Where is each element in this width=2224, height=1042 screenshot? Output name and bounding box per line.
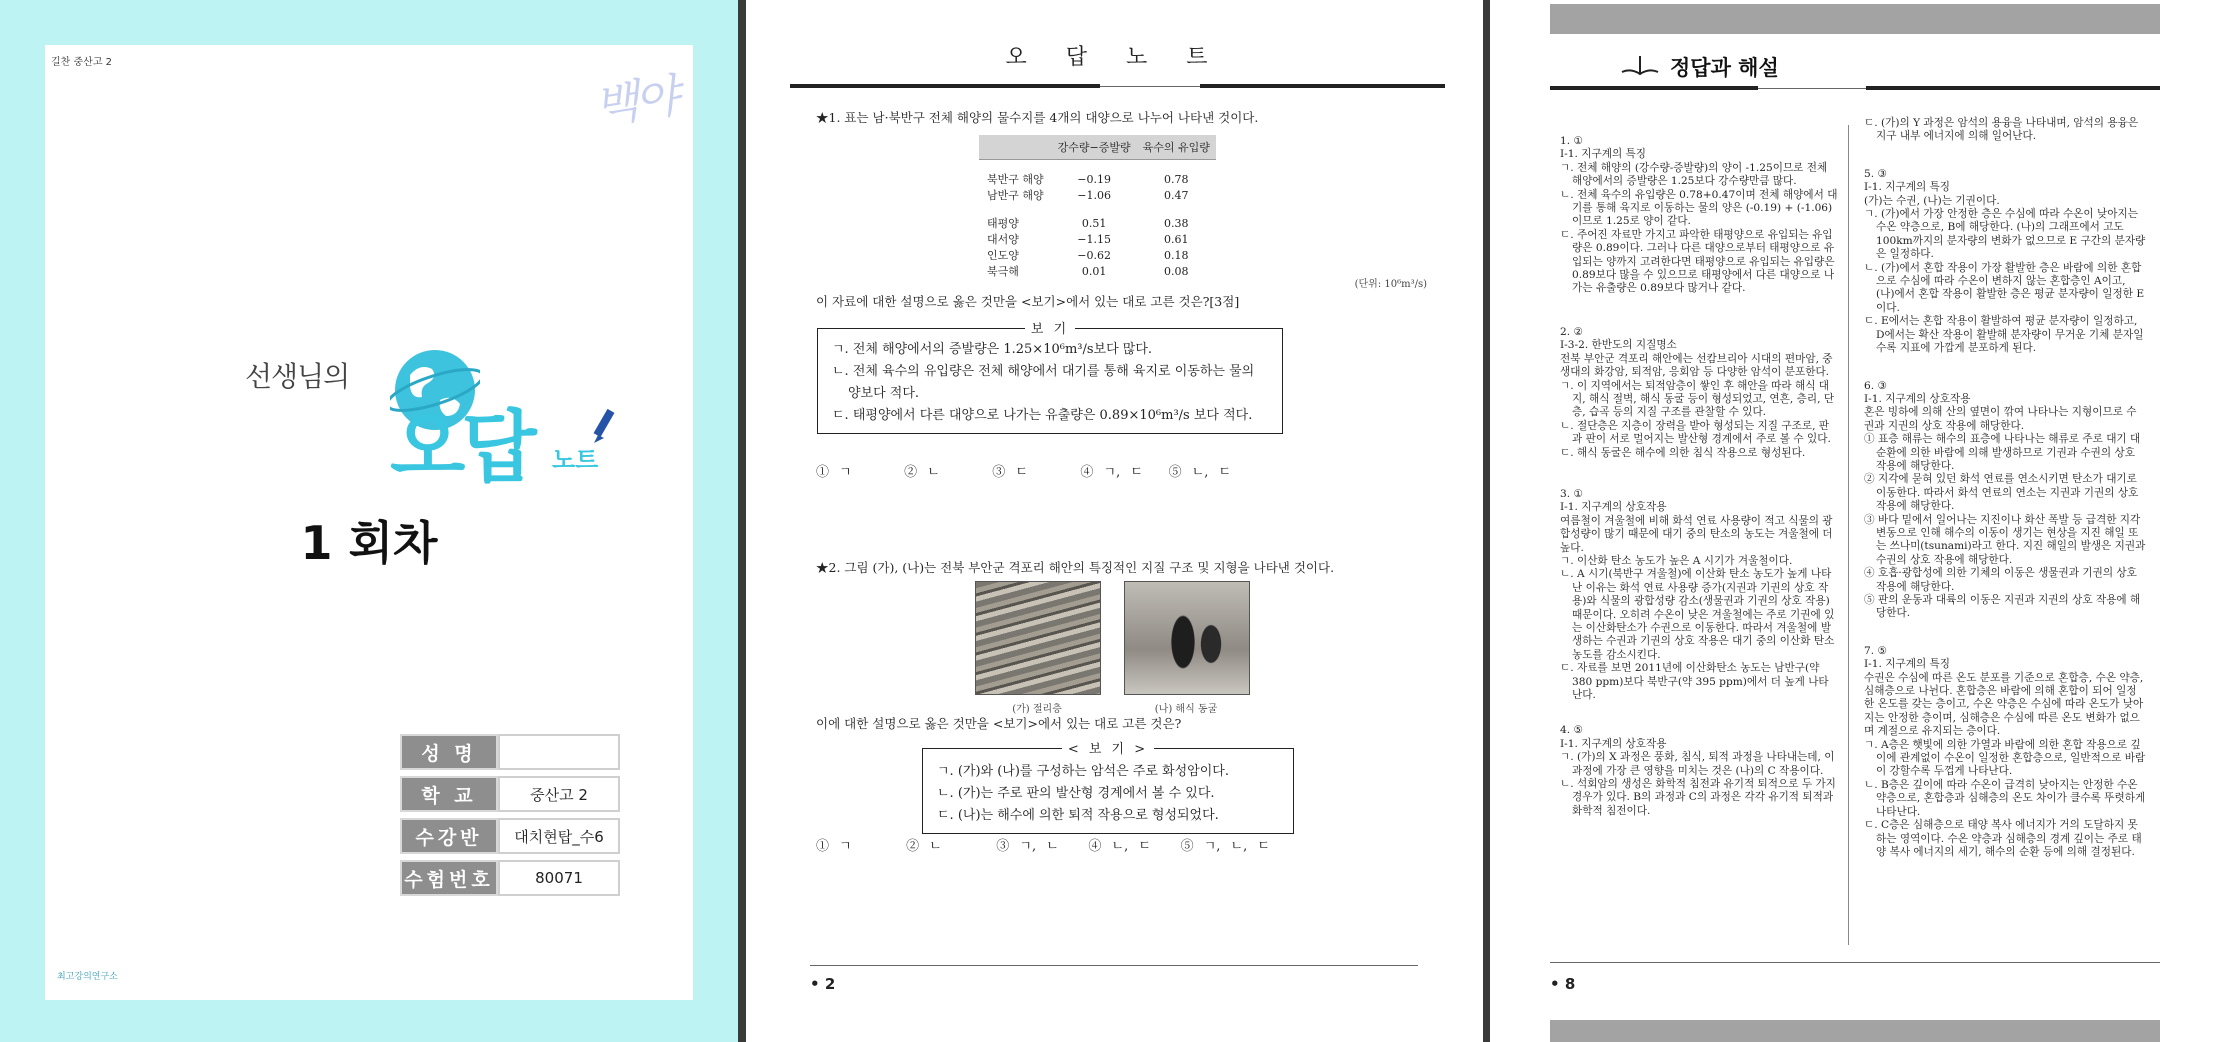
q1-bogi-box <box>817 322 1283 434</box>
q2-question: 이에 대한 설명으로 옳은 것만을 <보기>에서 있는 대로 고른 것은? <box>816 716 1182 731</box>
answer-page <box>1490 0 2224 1042</box>
answer-option[interactable]: ⑤ ㄴ, ㄷ <box>1168 465 1232 480</box>
answer-text: ㄱ. 이 지역에서는 퇴적암층이 쌓인 후 해안을 따라 해식 대지, 해식 절벽, 해식 동굴 등이 형성되었고, 연흔, 층리, 단층, 습곡 등의 지질 구조를 관찰할 수 있다. <box>1560 379 1835 419</box>
answer-number: 1. ① <box>1560 135 1583 147</box>
photo-caption: (가) 절리층 <box>1012 704 1062 715</box>
table-header: 육수의 유입량 <box>1137 135 1216 160</box>
info-row-name <box>400 734 620 770</box>
info-value-exam-number[interactable]: 80071 <box>498 860 620 896</box>
table-cell: −0.19 <box>1077 173 1111 186</box>
table-cell: 인도양 <box>987 249 1019 262</box>
answer-topic: I-1. 지구계의 상호작용 <box>1560 737 1667 750</box>
book-icon <box>1620 54 1660 78</box>
answer-text: ㄴ. 절단층은 지층이 장력을 받아 형성되는 지질 구조로, 판과 판이 서로 멀어지는 발산형 경계에서 주로 볼 수 있다. <box>1560 419 1831 446</box>
table-cell: 0.61 <box>1164 233 1189 246</box>
title-rule-left <box>1550 86 1758 90</box>
title-rule-right <box>1866 86 2160 90</box>
answer-text: 전북 부안군 격포리 해안에는 선캄브리아 시대의 편마암, 중생대의 화강암, 퇴적암, 응회암 등 다양한 암석이 분포한다. <box>1560 352 1833 379</box>
round-title: 1 회차 <box>300 516 438 570</box>
notes-page <box>746 0 1483 1042</box>
logo-main-text: 오답 <box>390 403 533 493</box>
answer-text: ㄷ. (가)의 Y 과정은 암석의 용융을 나타내며, 암석의 용융은 지구 내부 에너지에 의해 일어난다. <box>1864 117 2139 143</box>
q2-stem: ★2. 그림 (가), (나)는 전북 부안군 격포리 해안의 특징적인 지질 구조 및 지형을 나타낸 것이다. <box>816 560 1335 575</box>
page-number-value: 8 <box>1564 975 1576 993</box>
title-rule-right <box>1200 84 1445 88</box>
answer-text: ㄱ. 전체 해양의 (강수량-증발량)의 양이 -1.25이므로 전체 해양에서의 증발량은 1.25보다 강수량만큼 많다. <box>1560 161 1828 188</box>
table-header: 강수량−증발량 <box>1052 135 1137 160</box>
answer-text: ① 표층 해류는 해수의 표층에 나타나는 해류로 주로 대기 대순환에 의한 바람에 의해 발생하므로 기권과 수권의 상호 작용에 해당한다. <box>1864 433 2141 472</box>
answer-option[interactable]: ⑤ ㄱ, ㄴ, ㄷ <box>1180 839 1270 854</box>
q2-options <box>816 835 1281 854</box>
cover-header: 길찬 중산고 2 <box>51 57 113 68</box>
info-label: 학 교 <box>400 776 498 812</box>
answer-option[interactable]: ① ㄱ <box>816 465 852 480</box>
q1-question: 이 자료에 대한 설명으로 옳은 것만을 <보기>에서 있는 대로 고른 것은?[3점] <box>816 294 1240 309</box>
q1-water-budget-table <box>979 135 1216 280</box>
answer-text: ㄷ. E에서는 혼합 작용이 활발하여 평균 분자량이 일정하고, D에서는 확산 작용이 활발해 분자량이 무거운 기체 분자일수록 지표에 가깝게 분포하게 된다. <box>1864 315 2144 355</box>
bottom-band <box>1550 1020 2160 1042</box>
answer-text: ㄱ. (가)에서 가장 안정한 층은 수심에 따라 수온이 낮아지는 수온 약층으로, B에 해당한다. (나)의 그래프에서 고도 100km까지의 분자량의 변화가 없으므로 E 구간의 분자량은 일정하다. <box>1864 208 2146 261</box>
title-rule-left <box>790 84 1100 88</box>
q1-options <box>816 461 1247 480</box>
answer-text: 혼은 빙하에 의해 산의 옆면이 깎여 나타나는 지형이므로 수권과 지권의 상호 작용에 해당한다. <box>1864 406 2137 432</box>
answer-topic: I-1. 지구계의 특징 <box>1864 181 1951 194</box>
table-row <box>979 188 1216 204</box>
table-header <box>979 135 1052 160</box>
answer-topic: I-1. 지구계의 특징 <box>1864 658 1951 671</box>
answer-text: ㄷ. 해식 동굴은 해수에 의한 침식 작용으로 형성된다. <box>1560 446 1806 459</box>
answer-topic: I-1. 지구계의 상호작용 <box>1560 501 1667 514</box>
page-number: • 8 <box>1550 975 1576 993</box>
answer-number: 6. ③ <box>1864 379 1887 392</box>
table-row <box>979 264 1216 280</box>
footer-rule <box>810 965 1418 966</box>
q1-stem: ★1. 표는 남·북반구 전체 해양의 물수지를 4개의 대양으로 나누어 나타낸 것이다. <box>816 110 1259 125</box>
table-row <box>979 232 1216 248</box>
page-number-value: 2 <box>824 975 836 993</box>
answer-text: ㄷ. 주어진 자료만 가지고 파악한 태평양으로 유입되는 유입량은 0.89이다. 그러나 다른 대양으로부터 태평양으로 유입되는 양까지 고려한다면 태평양으로 유입되는 유입량은 0.89보다 많을 수 있으므로 태평양에서 다른 대양으로 나가는 유출량은 0.89보다 많거나 같다. <box>1560 228 1835 295</box>
answer-option[interactable]: ① ㄱ <box>816 839 852 854</box>
answer-topic: I-1. 지구계의 특징 <box>1560 148 1647 161</box>
pen-icon <box>590 407 620 447</box>
table-unit: (단위: 10⁶m³/s) <box>1354 279 1427 290</box>
footer-rule <box>1550 962 2160 963</box>
answer-text: ④ 호흡·광합성에 의한 기체의 이동은 생물권과 기권의 상호 작용에 해당한다. <box>1864 567 2137 593</box>
answer-text: ③ 바다 밑에서 일어나는 지진이나 화산 폭발 등 급격한 지각 변동으로 인해 해수의 이동이 생기는 현상을 지진 해일 또는 쓰나미(tsunami)라고 한다. 지진 해일의 발생은 지권과 수권의 상호 작용에 해당한다. <box>1864 513 2146 566</box>
column-divider <box>1848 125 1849 945</box>
bogi-item: ㄷ. (나)는 해수에 의한 퇴적 작용으로 형성되었다. <box>937 808 1219 823</box>
answer-text: ⑤ 판의 운동과 대륙의 이동은 지권과 지권의 상호 작용에 해당한다. <box>1864 594 2141 620</box>
answer-text: ㄴ. 전체 육수의 유입량은 0.78+0.47이며 전체 해양에서 대기를 통해 육지로 이동하는 물의 양은 (-0.19) + (-1.06) 이므로 1.25로 양이 같다. <box>1560 188 1838 228</box>
table-cell: 0.08 <box>1164 265 1189 278</box>
answer-number: 5. ③ <box>1864 167 1887 180</box>
photo-caption: (나) 해식 동굴 <box>1154 704 1218 715</box>
table-cell: −0.62 <box>1077 249 1111 262</box>
info-row-school <box>400 776 620 812</box>
answer-number: 2. ② <box>1560 325 1583 338</box>
bogi-item: ㄴ. 전체 육수의 유입량은 전체 해양에서 대기를 통해 육지로 이동하는 물의 양보다 적다. <box>832 364 1255 401</box>
answer-right-column <box>1864 117 2146 859</box>
cover-inner <box>45 45 693 1000</box>
signature-logo: 백야 <box>591 68 679 134</box>
table-cell: 태평양 <box>987 217 1019 230</box>
answer-option[interactable]: ② ㄴ <box>906 839 942 854</box>
photo-joint-layer <box>975 581 1101 695</box>
answer-text: ② 지각에 묻혀 있던 화석 연료를 연소시키면 탄소가 대기로 이동한다. 따라서 화석 연료의 연소는 지권과 기권의 상호 작용에 해당한다. <box>1864 473 2139 513</box>
table-cell: 0.47 <box>1164 189 1189 202</box>
answer-option[interactable]: ③ ㄱ, ㄴ <box>996 839 1059 854</box>
bogi-label: 보 기 <box>1025 322 1075 337</box>
table-cell: 북극해 <box>987 265 1019 278</box>
info-label: 수험번호 <box>400 860 498 896</box>
title-rule-mid <box>1758 88 1866 89</box>
answer-option[interactable]: ② ㄴ <box>904 465 940 480</box>
bogi-item: ㄱ. (가)와 (나)를 구성하는 암석은 주로 화성암이다. <box>937 764 1229 779</box>
answer-topic: I-3-2. 한반도의 지질명소 <box>1560 339 1677 352</box>
answer-topic: I-1. 지구계의 상호작용 <box>1864 392 1971 405</box>
answer-text: 수권은 수심에 따른 온도 분포를 기준으로 혼합층, 수온 약층, 심해층으로 나뉜다. 혼합층은 바람에 의해 혼합이 되어 일정한 온도를 갖는 층이고, 수온 약층은 수심에 따라 온도가 낮아지는 안정한 층이며, 심해층은 수심에 따른 온도 변화가 없으며 계절으로 유지되는 층이다. <box>1864 671 2144 738</box>
table-cell: 0.18 <box>1164 249 1189 262</box>
info-label: 수강반 <box>400 818 498 854</box>
answer-text: ㄴ. A 시기(북반구 겨울철)에 이산화 탄소 농도가 높게 나타난 이유는 화석 연료 사용량 증가(지권과 기권의 상호 작용)와 식물의 광합성량 감소(생물권과 기권의 상호 작용) 때문이다. 오히려 수온이 낮은 겨울철에는 주로 기권에 있는 이산화탄소가 수권으로 이동한다. 따라서 겨울철에 발생하는 수권과 기권의 상호 작용은 대기 중의 이산화 탄소 농도를 감소시킨다. <box>1560 568 1835 661</box>
title-rule-mid <box>1100 86 1200 87</box>
bogi-item: ㄱ. 전체 해양에서의 증발량은 1.25×10⁶m³/s보다 많다. <box>832 342 1153 357</box>
page-number: • 2 <box>810 975 836 993</box>
bogi-item: ㄴ. (가)는 주로 판의 발산형 경계에서 볼 수 있다. <box>937 786 1215 801</box>
answer-text: ㄱ. (가)의 X 과정은 풍화, 침식, 퇴적 과정을 나타내는데, 이 과정에 가장 큰 영향을 미치는 것은 (나)의 C 작용이다. <box>1560 751 1835 777</box>
cover-footer: 최고강의연구소 <box>57 972 118 982</box>
answer-number: 3. ① <box>1560 487 1583 500</box>
table-cell: 0.51 <box>1081 217 1107 230</box>
table-header-row <box>979 135 1216 160</box>
table-cell: 0.38 <box>1164 217 1189 230</box>
answer-text: (가)는 수권, (나)는 기권이다. <box>1864 194 2000 207</box>
teacher-label: 선생님의 <box>245 360 350 393</box>
top-band <box>1550 4 2160 34</box>
answer-text: ㄴ. B층은 깊이에 따라 수온이 급격히 낮아지는 안정한 수온 약층으로, 혼합층과 심해층의 온도 차이가 클수록 뚜렷하게 나타난다. <box>1864 778 2146 818</box>
logo-sub-text: 노트 <box>552 446 599 474</box>
table-cell: 남반구 해양 <box>987 189 1044 202</box>
answer-text: ㄱ. A층은 햇빛에 의한 가열과 바람에 의한 혼합 작용으로 깊이에 관계없이 수온이 일정한 혼합층으로, 일반적으로 바람이 강할수록 두껍게 나타난다. <box>1864 738 2146 778</box>
odap-logo <box>340 345 620 493</box>
info-row-class <box>400 818 620 854</box>
info-value-school[interactable]: 중산고 2 <box>498 776 620 812</box>
answer-text: ㄴ. (가)에서 혼합 작용이 가장 활발한 층은 바람에 의한 혼합으로 수심에 따라 수온이 변하지 않는 혼합층인 A이고, (나)에서 혼합 작용이 활발한 층은 평균 분자량이 일정한 E이다. <box>1864 261 2145 314</box>
answer-option[interactable]: ④ ㄴ, ㄷ <box>1088 839 1151 854</box>
table-cell: 0.78 <box>1164 173 1189 186</box>
answer-text: ㄴ. 석회암의 생성은 화학적 침전과 유기적 퇴적으로 두 가지 경우가 있다. B의 과정과 C의 과정은 각각 유기적 퇴적과 화학적 침전이다. <box>1560 778 1836 817</box>
answer-option[interactable]: ③ ㄷ <box>992 465 1028 480</box>
answer-text: ㄷ. C층은 심해층으로 태양 복사 에너지가 거의 도달하지 못하는 영역이다. 수온 약층과 심해층의 경계 깊이는 주로 태양 복사 에너지의 세기, 해수의 순환 등에 의해 결정된다. <box>1864 819 2142 858</box>
answer-number: 7. ⑤ <box>1864 644 1887 657</box>
q2-bogi-box <box>922 742 1294 834</box>
table-cell: −1.06 <box>1077 189 1111 202</box>
table-cell: −1.15 <box>1077 233 1111 246</box>
answer-text: ㄷ. 자료를 보면 2011년에 이산화탄소 농도는 남반구(약 380 ppm)보다 북반구(약 395 ppm)에서 더 높게 나타난다. <box>1560 662 1829 702</box>
answer-text: 여름철이 겨울철에 비해 화석 연료 사용량이 적고 식물의 광합성량이 많기 때문에 대기 중의 탄소의 농도는 겨울철에 더 높다. <box>1560 514 1833 554</box>
answer-option[interactable]: ④ ㄱ, ㄷ <box>1080 465 1143 480</box>
answer-number: 4. ⑤ <box>1560 724 1583 737</box>
bogi-label: < 보 기 > <box>1062 742 1154 757</box>
table-row <box>979 248 1216 264</box>
answer-left-column <box>1560 135 1838 818</box>
photo-sea-cave <box>1124 581 1250 695</box>
page-title: 오 답 노 트 <box>1005 45 1224 70</box>
table-row <box>979 172 1216 188</box>
info-row-exam-number <box>400 860 620 896</box>
answer-title: 정답과 해설 <box>1670 56 1779 80</box>
info-label: 성 명 <box>400 734 498 770</box>
info-value-name[interactable] <box>498 734 620 770</box>
cover-page <box>0 0 738 1042</box>
table-cell: 북반구 해양 <box>987 173 1044 186</box>
bogi-item: ㄷ. 태평양에서 다른 대양으로 나가는 유출량은 0.89×10⁶m³/s 보다 적다. <box>832 408 1253 423</box>
info-value-class[interactable]: 대치현탑_수6 <box>498 818 620 854</box>
answer-text: ㄱ. 이산화 탄소 농도가 높은 A 시기가 겨울철이다. <box>1560 554 1793 567</box>
table-row <box>979 216 1216 232</box>
student-info-table <box>400 728 620 902</box>
table-cell: 0.01 <box>1081 265 1107 278</box>
table-cell: 대서양 <box>987 233 1019 246</box>
